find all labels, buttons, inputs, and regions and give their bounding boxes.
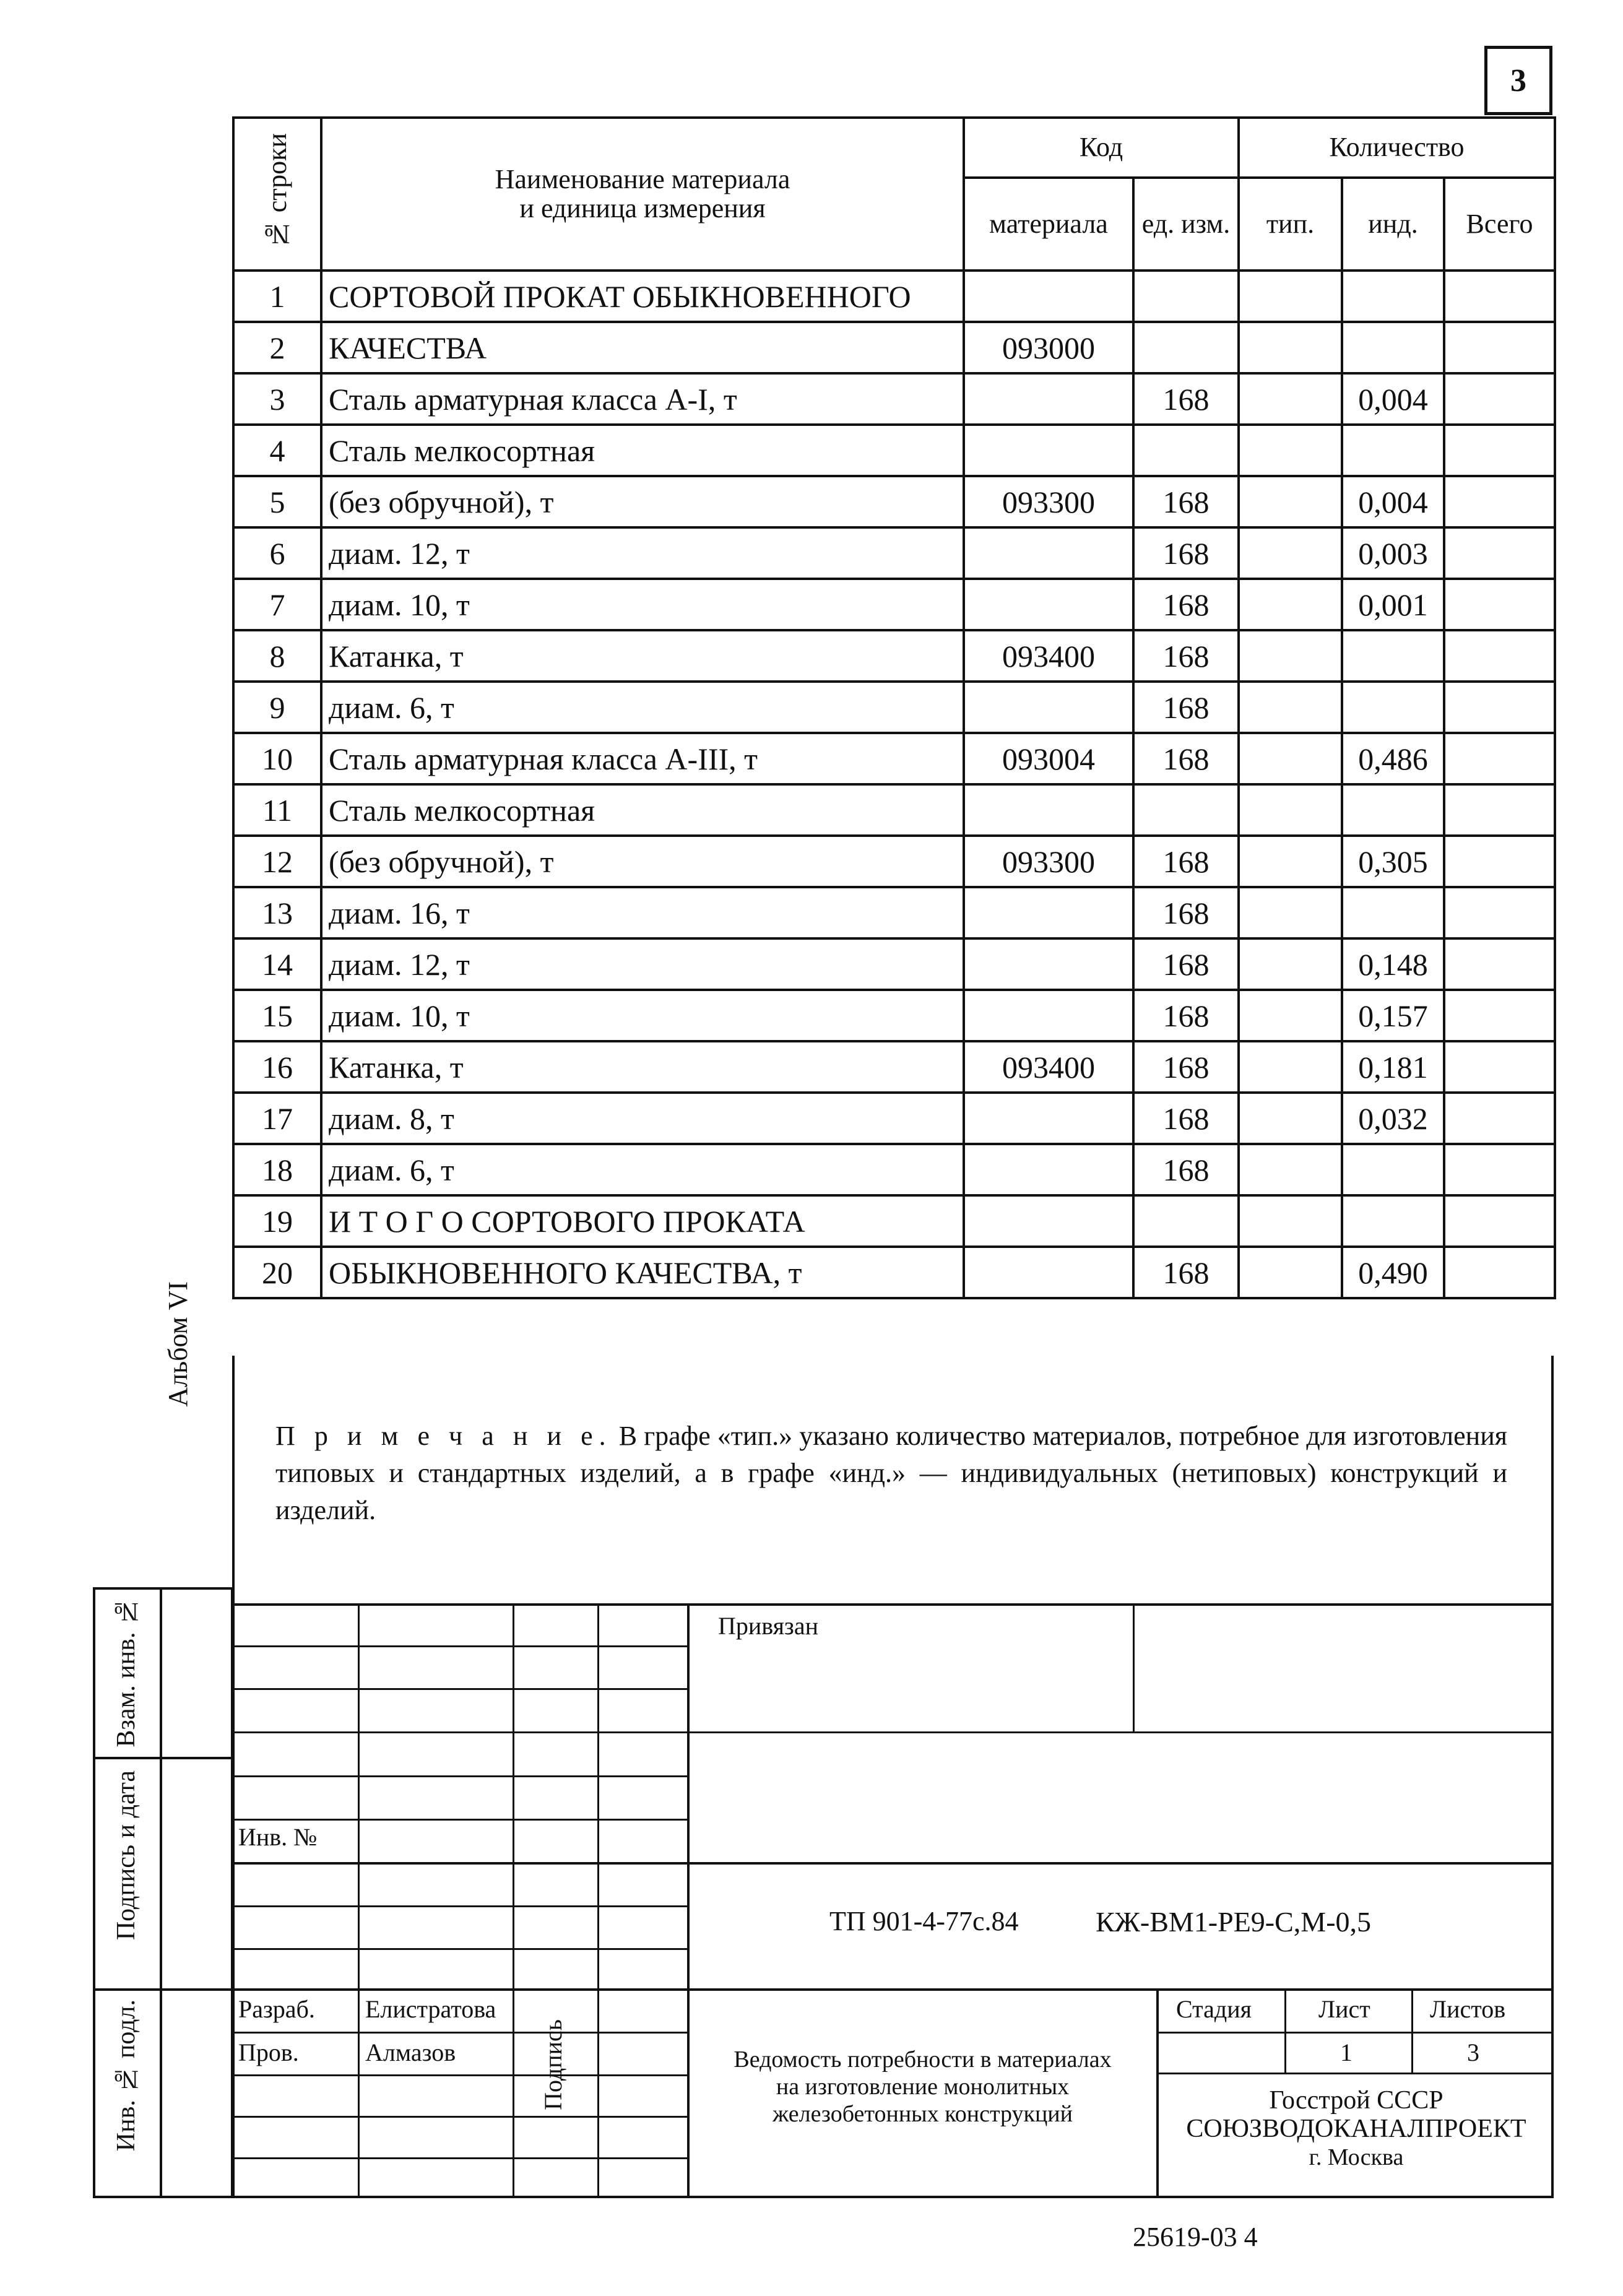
table-row	[233, 682, 1555, 733]
cell-name: Катанка, т	[321, 630, 964, 682]
cell-total	[1444, 1195, 1555, 1247]
cell-typ	[1239, 990, 1342, 1041]
cell-n: 9	[233, 682, 321, 733]
cell-typ	[1239, 784, 1342, 836]
cell-n: 16	[233, 1041, 321, 1093]
podpis-label: Подпись	[539, 2019, 567, 2110]
cell-name: диам. 12, т	[321, 527, 964, 579]
inv-no-label: Инв. №	[238, 1823, 318, 1851]
header-qty-ind: инд.	[1342, 178, 1444, 271]
cell-mat	[964, 1247, 1133, 1298]
table-row	[233, 630, 1555, 682]
cell-name: КАЧЕСТВА	[321, 322, 964, 373]
header-code: Код	[964, 118, 1239, 178]
cell-total	[1444, 630, 1555, 682]
table-row	[233, 836, 1555, 887]
cell-name: Сталь мелкосортная	[321, 784, 964, 836]
cell-total	[1444, 682, 1555, 733]
cell-unit: 168	[1133, 938, 1239, 990]
cell-mat	[964, 373, 1133, 425]
inv-podl-label: Инв. № подл.	[112, 1999, 141, 2152]
doc-mark: КЖ-ВМ1-РЕ9-С,М-0,5	[1096, 1906, 1372, 1938]
header-qty-typ: тип.	[1239, 178, 1342, 271]
cell-mat	[964, 784, 1133, 836]
cell-n: 4	[233, 425, 321, 476]
table-row	[233, 784, 1555, 836]
cell-unit	[1133, 425, 1239, 476]
cell-ind	[1342, 322, 1444, 373]
listov-value: 3	[1467, 2038, 1479, 2066]
cell-unit	[1133, 322, 1239, 373]
cell-mat	[964, 579, 1133, 630]
privyazan-label: Привязан	[718, 1612, 819, 1640]
cell-n: 12	[233, 836, 321, 887]
list-value: 1	[1340, 2038, 1352, 2066]
cell-name: Сталь арматурная класса А-III, т	[321, 733, 964, 784]
header-qty: Количество	[1239, 118, 1555, 178]
cell-name: диам. 10, т	[321, 990, 964, 1041]
cell-typ	[1239, 938, 1342, 990]
cell-typ	[1239, 887, 1342, 938]
table-row	[233, 322, 1555, 373]
cell-mat	[964, 1195, 1133, 1247]
cell-n: 14	[233, 938, 321, 990]
cell-n: 3	[233, 373, 321, 425]
cell-name: диам. 8, т	[321, 1093, 964, 1144]
table-row	[233, 579, 1555, 630]
table-row	[233, 1093, 1555, 1144]
cell-typ	[1239, 733, 1342, 784]
cell-n: 10	[233, 733, 321, 784]
cell-ind	[1342, 887, 1444, 938]
razrab-name: Елистратова	[365, 1995, 496, 2023]
cell-n: 7	[233, 579, 321, 630]
cell-name: (без обручной), т	[321, 476, 964, 527]
cell-n: 19	[233, 1195, 321, 1247]
cell-ind: 0,490	[1342, 1247, 1444, 1298]
table-row	[233, 733, 1555, 784]
cell-typ	[1239, 579, 1342, 630]
table-row	[233, 1247, 1555, 1298]
cell-unit: 168	[1133, 733, 1239, 784]
cell-ind	[1342, 784, 1444, 836]
cell-unit: 168	[1133, 1144, 1239, 1195]
note-label: П р и м е ч а н и е.	[275, 1421, 612, 1451]
cell-n: 11	[233, 784, 321, 836]
note	[275, 1418, 1507, 1529]
cell-mat	[964, 682, 1133, 733]
cell-unit: 168	[1133, 887, 1239, 938]
cell-unit: 168	[1133, 990, 1239, 1041]
header-qty-total: Всего	[1444, 178, 1555, 271]
cell-ind	[1342, 682, 1444, 733]
cell-n: 17	[233, 1093, 321, 1144]
cell-n: 2	[233, 322, 321, 373]
cell-total	[1444, 990, 1555, 1041]
cell-typ	[1239, 476, 1342, 527]
cell-ind: 0,157	[1342, 990, 1444, 1041]
cell-n: 20	[233, 1247, 321, 1298]
table-row	[233, 1144, 1555, 1195]
cell-name: диам. 12, т	[321, 938, 964, 990]
cell-total	[1444, 733, 1555, 784]
cell-total	[1444, 1041, 1555, 1093]
cell-total	[1444, 579, 1555, 630]
cell-unit: 168	[1133, 682, 1239, 733]
cell-typ	[1239, 1093, 1342, 1144]
cell-mat: 093300	[964, 476, 1133, 527]
podpis-data-label: Подпись и дата	[112, 1770, 141, 1941]
cell-unit	[1133, 1195, 1239, 1247]
org-block: Госстрой СССР СОЮЗВОДОКАНАЛПРОЕКТ г. Москва	[1186, 2086, 1526, 2170]
cell-total	[1444, 1144, 1555, 1195]
cell-mat	[964, 1093, 1133, 1144]
cell-mat	[964, 990, 1133, 1041]
cell-n: 1	[233, 271, 321, 322]
table-row	[233, 527, 1555, 579]
cell-name: ОБЫКНОВЕННОГО КАЧЕСТВА, т	[321, 1247, 964, 1298]
cell-name: СОРТОВОЙ ПРОКАТ ОБЫКНОВЕННОГО	[321, 271, 964, 322]
cell-unit	[1133, 271, 1239, 322]
listov-label: Листов	[1430, 1995, 1506, 2023]
cell-total	[1444, 322, 1555, 373]
cell-mat	[964, 938, 1133, 990]
prov-name: Алмазов	[365, 2038, 456, 2066]
table-row	[233, 373, 1555, 425]
cell-name: диам. 6, т	[321, 1144, 964, 1195]
cell-mat: 093000	[964, 322, 1133, 373]
table-row	[233, 1041, 1555, 1093]
cell-ind	[1342, 630, 1444, 682]
list-label: Лист	[1318, 1995, 1370, 2023]
cell-typ	[1239, 322, 1342, 373]
header-name: Наименование материала и единица измерения	[321, 118, 964, 271]
cell-name: диам. 16, т	[321, 887, 964, 938]
cell-mat: 093300	[964, 836, 1133, 887]
cell-unit: 168	[1133, 579, 1239, 630]
stadiya-label: Стадия	[1176, 1995, 1252, 2023]
cell-ind: 0,032	[1342, 1093, 1444, 1144]
cell-total	[1444, 1247, 1555, 1298]
cell-unit: 168	[1133, 1247, 1239, 1298]
cell-ind: 0,004	[1342, 373, 1444, 425]
cell-ind: 0,004	[1342, 476, 1444, 527]
cell-unit	[1133, 784, 1239, 836]
table-row	[233, 1195, 1555, 1247]
cell-name: Сталь мелкосортная	[321, 425, 964, 476]
cell-typ	[1239, 836, 1342, 887]
album-label: Альбом VI	[163, 1281, 193, 1407]
cell-typ	[1239, 373, 1342, 425]
cell-unit: 168	[1133, 476, 1239, 527]
cell-n: 5	[233, 476, 321, 527]
cell-name: И Т О Г О СОРТОВОГО ПРОКАТА	[321, 1195, 964, 1247]
cell-typ	[1239, 682, 1342, 733]
vzam-inv-label: Взам. инв. №	[112, 1597, 141, 1748]
cell-unit: 168	[1133, 527, 1239, 579]
cell-ind: 0,003	[1342, 527, 1444, 579]
cell-n: 8	[233, 630, 321, 682]
cell-ind: 0,486	[1342, 733, 1444, 784]
cell-typ	[1239, 527, 1342, 579]
cell-mat	[964, 527, 1133, 579]
cell-typ	[1239, 1041, 1342, 1093]
table-row	[233, 887, 1555, 938]
cell-n: 13	[233, 887, 321, 938]
materials-table	[232, 116, 1556, 1299]
cell-unit: 168	[1133, 373, 1239, 425]
table-row	[233, 476, 1555, 527]
cell-total	[1444, 476, 1555, 527]
header-code-material: материала	[964, 178, 1133, 271]
cell-typ	[1239, 630, 1342, 682]
cell-unit: 168	[1133, 1093, 1239, 1144]
prov-label: Пров.	[238, 2038, 299, 2066]
cell-total	[1444, 836, 1555, 887]
cell-name: Сталь арматурная класса А-I, т	[321, 373, 964, 425]
cell-ind	[1342, 271, 1444, 322]
cell-typ	[1239, 1195, 1342, 1247]
cell-name: Катанка, т	[321, 1041, 964, 1093]
footer-code: 25619-03 4	[1133, 2222, 1258, 2252]
cell-ind: 0,148	[1342, 938, 1444, 990]
cell-n: 18	[233, 1144, 321, 1195]
cell-mat: 093004	[964, 733, 1133, 784]
cell-total	[1444, 271, 1555, 322]
cell-total	[1444, 527, 1555, 579]
cell-total	[1444, 784, 1555, 836]
cell-total	[1444, 1093, 1555, 1144]
doc-code: ТП 901-4-77с.84	[829, 1906, 1019, 1936]
cell-mat	[964, 887, 1133, 938]
cell-n: 15	[233, 990, 321, 1041]
cell-mat	[964, 271, 1133, 322]
sheet-number: 3	[1484, 46, 1552, 115]
cell-unit: 168	[1133, 836, 1239, 887]
cell-mat: 093400	[964, 630, 1133, 682]
cell-total	[1444, 373, 1555, 425]
cell-ind	[1342, 1144, 1444, 1195]
cell-name: (без обручной), т	[321, 836, 964, 887]
cell-total	[1444, 425, 1555, 476]
table-row	[233, 271, 1555, 322]
cell-total	[1444, 938, 1555, 990]
cell-typ	[1239, 271, 1342, 322]
cell-n: 6	[233, 527, 321, 579]
cell-name: диам. 10, т	[321, 579, 964, 630]
razrab-label: Разраб.	[238, 1995, 315, 2023]
cell-total	[1444, 887, 1555, 938]
cell-ind	[1342, 1195, 1444, 1247]
cell-ind: 0,181	[1342, 1041, 1444, 1093]
doc-title: Ведомость потребности в материалах на изготовление монолитных железобетонных конструкций	[734, 2047, 1112, 2127]
cell-typ	[1239, 425, 1342, 476]
cell-ind: 0,001	[1342, 579, 1444, 630]
header-row-no: № строки	[233, 118, 321, 271]
cell-typ	[1239, 1144, 1342, 1195]
cell-typ	[1239, 1247, 1342, 1298]
cell-mat	[964, 1144, 1133, 1195]
table-row	[233, 990, 1555, 1041]
table-row	[233, 425, 1555, 476]
cell-ind: 0,305	[1342, 836, 1444, 887]
cell-name: диам. 6, т	[321, 682, 964, 733]
cell-mat	[964, 425, 1133, 476]
table-row	[233, 938, 1555, 990]
note-text: В графе «тип.» указано количество материалов, потребное для изготовления типовых и стандартных изделий, а в графе «инд.» — индивидуальных (нетиповых) конструкций и изделий.	[275, 1421, 1507, 1525]
cell-ind	[1342, 425, 1444, 476]
cell-unit: 168	[1133, 1041, 1239, 1093]
cell-unit: 168	[1133, 630, 1239, 682]
cell-mat: 093400	[964, 1041, 1133, 1093]
header-code-unit: ед. изм.	[1133, 178, 1239, 271]
